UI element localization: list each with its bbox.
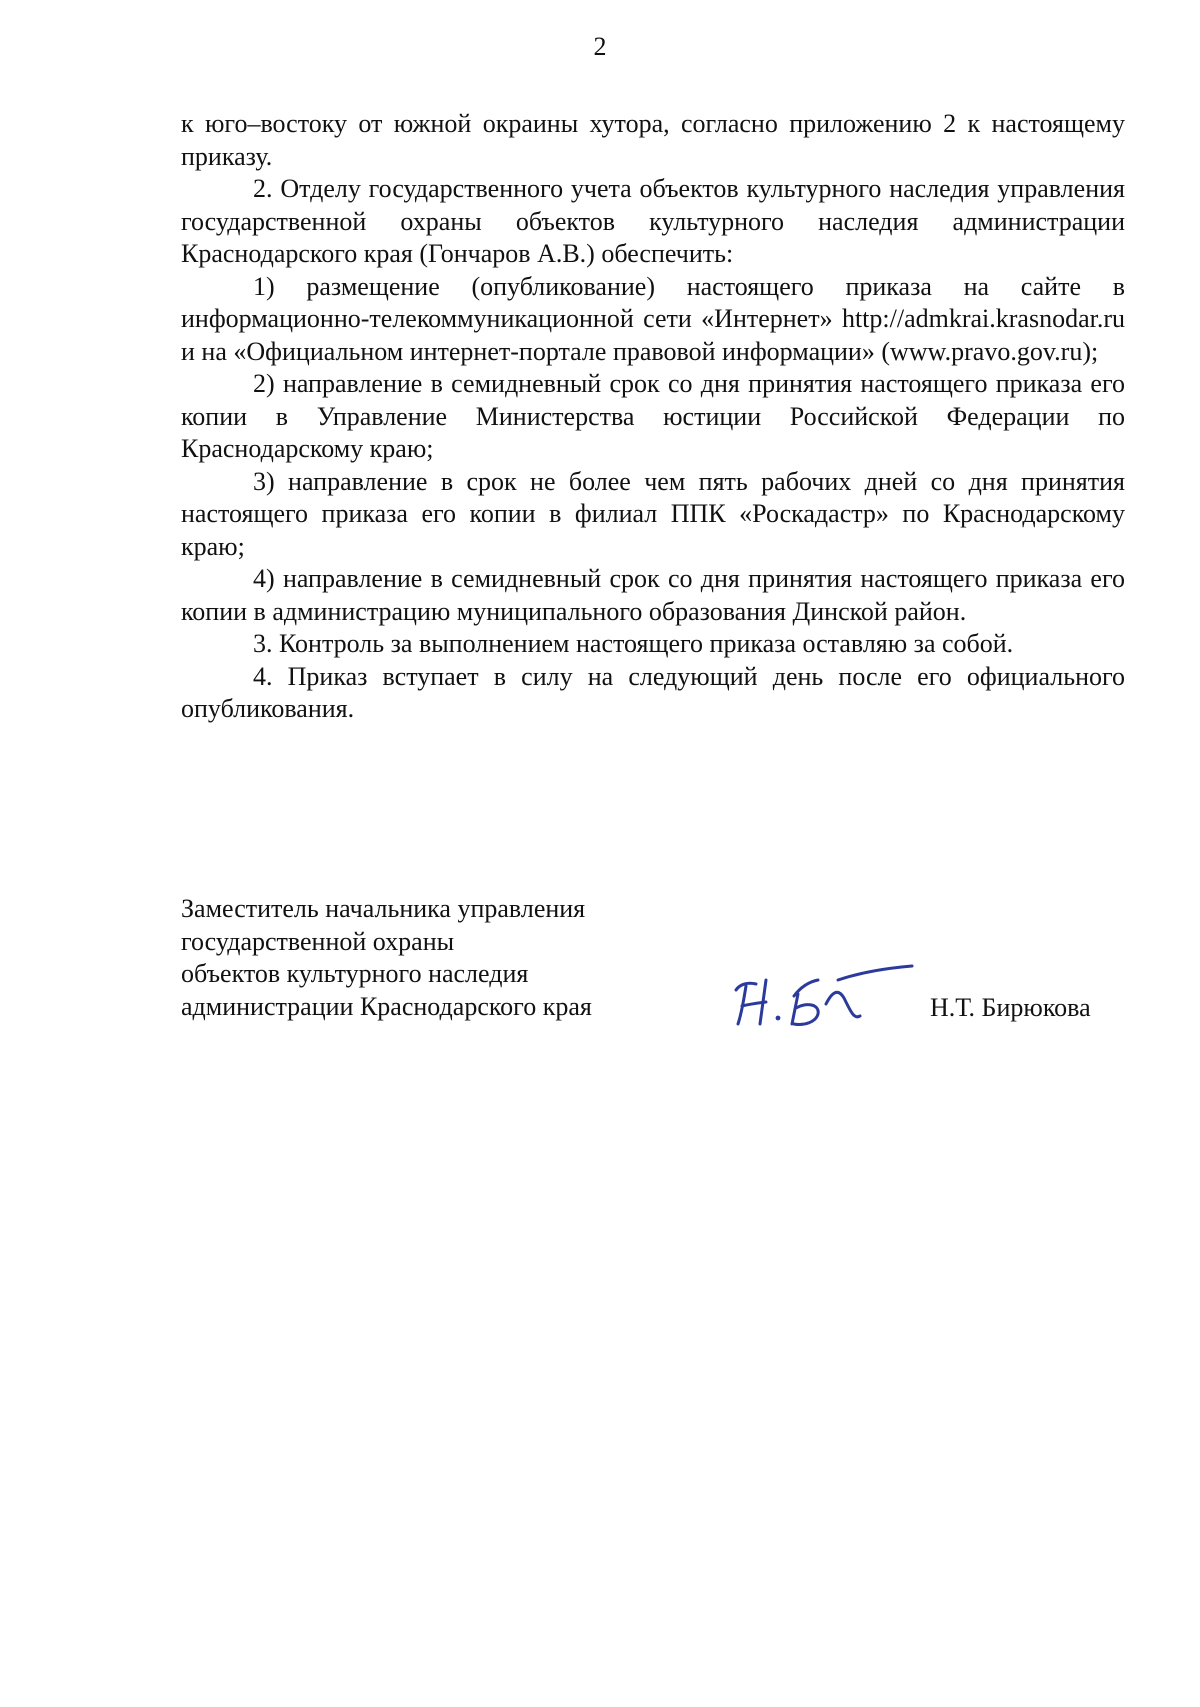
paragraph-continuation: к юго–востоку от южной окраины хутора, согласно приложению 2 к настоящему приказу. bbox=[181, 109, 1125, 171]
position-line: объектов культурного наследия bbox=[181, 959, 529, 988]
paragraph-item-3: 3. Контроль за выполнением настоящего приказа оставляю за собой. bbox=[253, 629, 1014, 658]
paragraph-item-2-3: 3) направление в срок не более чем пять рабочих дней со дня принятия настоящего приказа его копии в филиал ППК «Роскадастр» по Краснодарскому краю; bbox=[181, 466, 1125, 561]
paragraph-item-2: 2. Отделу государственного учета объектов культурного наследия управления государственной охраны объектов культурного наследия администрации Краснодарского края (Гончаров А.В.) обеспечить: bbox=[181, 174, 1125, 268]
signatory-position bbox=[181, 893, 641, 1023]
position-line: администрации Краснодарского края bbox=[181, 991, 592, 1021]
handwritten-signature bbox=[726, 958, 916, 1038]
signer-name: Н.Т. Бирюкова bbox=[930, 993, 1091, 1022]
page-number: 2 bbox=[593, 32, 607, 61]
paragraph-item-2-1: 1) размещение (опубликование) настоящего приказа на сайте в информационно-телекоммуникационной сети «Интернет» http://admkrai.krasnodar.ru и на «Официальном интернет-портале правовой информации» (www.pravo.gov.ru); bbox=[181, 271, 1125, 366]
paragraph-item-2-4: 4) направление в семидневный срок со дня принятия настоящего приказа его копии в администрацию муниципального образования Динской район. bbox=[181, 564, 1125, 626]
paragraph-item-2-2: 2) направление в семидневный срок со дня принятия настоящего приказа его копии в Управление Министерства юстиции Российской Федерации по Краснодарскому краю; bbox=[181, 369, 1125, 463]
position-line: государственной охраны bbox=[181, 926, 455, 956]
paragraph-item-4: 4. Приказ вступает в силу на следующий день после его официального опубликования. bbox=[181, 661, 1125, 723]
document-body bbox=[181, 108, 1125, 726]
position-line: Заместитель начальника управления bbox=[181, 894, 586, 923]
